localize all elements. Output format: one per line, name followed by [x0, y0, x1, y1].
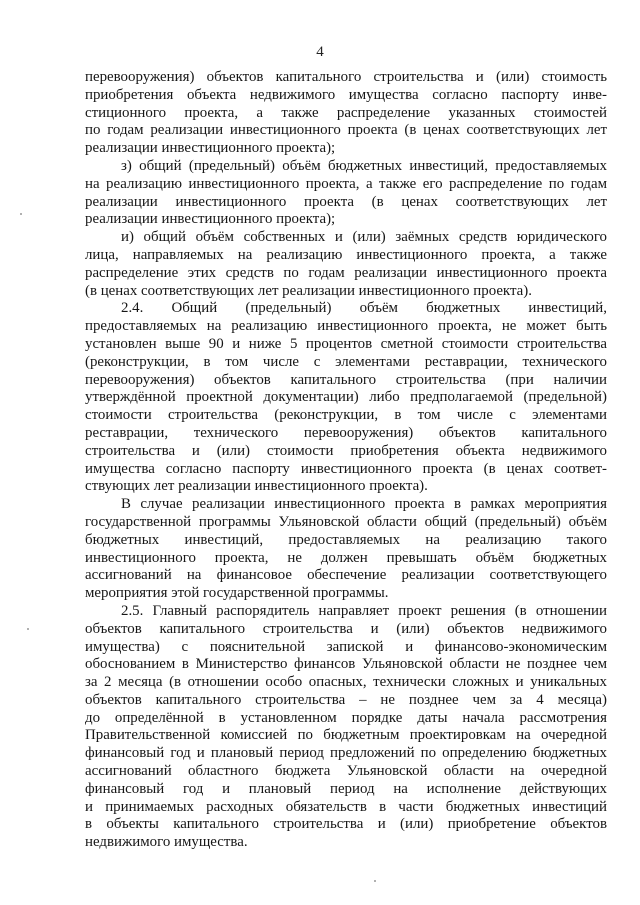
text-line: лица, направляемых на реализацию инвестиционного проекта, а также — [85, 246, 607, 263]
text-line: государственной программы Ульяновской области общий (предельный) объём — [85, 513, 607, 530]
text-line: утверждённой проектной документации) либо предполагаемой (предельной) — [85, 389, 607, 406]
text-line: приобретения объекта недвижимого имущества согласно паспорту инве- — [85, 86, 607, 103]
text-line: установлен выше 90 и ниже 5 процентов сметной стоимости строительства — [85, 335, 607, 352]
text-line: ствующих лет реализации инвестиционного проекта). — [85, 478, 428, 495]
text-line: мероприятия этой государственной программы. — [85, 585, 389, 602]
text-line: (реконструкции, в том числе с элементами реставрации, технического — [85, 353, 607, 370]
text-line: объектов капитального строительства – не позднее чем за 4 месяца) — [85, 691, 607, 708]
text-line: з) общий (предельный) объём бюджетных инвестиций, предоставляемых — [121, 157, 607, 174]
text-line: финансовый год и плановый период предложений по определению бюджетных — [85, 745, 607, 762]
text-line: ассигнований на финансовое обеспечение реализации соответствующего — [85, 567, 607, 584]
text-line: перевооружения) объектов капитального строительства и (или) стоимость — [85, 69, 607, 85]
text-line: имущества) с пояснительной запиской и финансово-экономическим — [85, 638, 607, 655]
text-line: строительства и (или) стоимости приобретения объекта недвижимого — [85, 442, 607, 459]
text-line: и) общий объём собственных и (или) заёмных средств юридического — [121, 229, 607, 246]
text-line: реализации инвестиционного проекта); — [85, 211, 336, 228]
text-line: обоснованием в Министерство финансов Ульяновской области не позднее чем — [85, 656, 607, 673]
text-line: за 2 месяца (в отношении особо опасных, технически сложных и уникальных — [85, 674, 607, 691]
text-line: предоставляемых на реализацию инвестиционного проекта, не может быть — [85, 318, 607, 335]
text-line: объектов капитального строительства и (или) объектов недвижимого — [85, 620, 607, 637]
text-line: реставрации, технического перевооружения) объектов капитального — [85, 424, 607, 441]
text-line: недвижимого имущества. — [85, 834, 248, 851]
text-line: инвестиционного проекта, не должен превышать объём бюджетных — [85, 549, 607, 566]
text-line: и принимаемых расходных обязательств в части бюджетных инвестиций — [85, 798, 607, 815]
scan-speck — [374, 880, 376, 882]
text-line: имущества согласно паспорту инвестиционного проекта (в ценах соответ- — [85, 460, 607, 477]
text-line: стоимости строительства (реконструкции, в том числе с элементами — [85, 407, 607, 424]
scan-speck — [27, 628, 29, 630]
page-number: 4 — [316, 44, 324, 60]
text-line: В случае реализации инвестиционного проекта в рамках мероприятия — [121, 496, 607, 513]
scan-speck — [20, 213, 22, 215]
text-line: бюджетных инвестиций, предоставляемых на реализацию такого — [85, 531, 607, 548]
text-line: реализации инвестиционного проекта (в ценах соответствующих лет — [85, 193, 607, 210]
text-line: распределение этих средств по годам реализации инвестиционного проекта — [85, 264, 607, 281]
text-line: ассигнований областного бюджета Ульяновской области на очередной — [85, 763, 607, 780]
text-line: (в ценах соответствующих лет реализации инвестиционного проекта). — [85, 282, 532, 299]
text-line: реализации инвестиционного проекта); — [85, 140, 336, 157]
text-line: перевооружения) объектов капитального строительства (при наличии — [85, 371, 607, 388]
text-line: в объекты капитального строительства и (или) приобретение объектов — [85, 816, 607, 833]
text-line: 2.4. Общий (предельный) объём бюджетных инвестиций, — [121, 300, 607, 317]
text-line: до определённой в установленном порядке даты начала рассмотрения — [85, 709, 607, 726]
text-line: по годам реализации инвестиционного проекта (в ценах соответствующих лет — [85, 122, 607, 139]
text-line: 2.5. Главный распорядитель направляет проект решения (в отношении — [121, 602, 607, 619]
document-body — [85, 69, 607, 852]
text-line: стиционного проекта, а также распределение указанных стоимостей — [85, 104, 607, 121]
text-line: Правительственной комиссией по бюджетным проектировкам на очередной — [85, 727, 607, 744]
text-line: финансовый год и плановый период на исполнение действующих — [85, 780, 607, 797]
text-line: на реализацию инвестиционного проекта, а также его распределение по годам — [85, 175, 607, 192]
